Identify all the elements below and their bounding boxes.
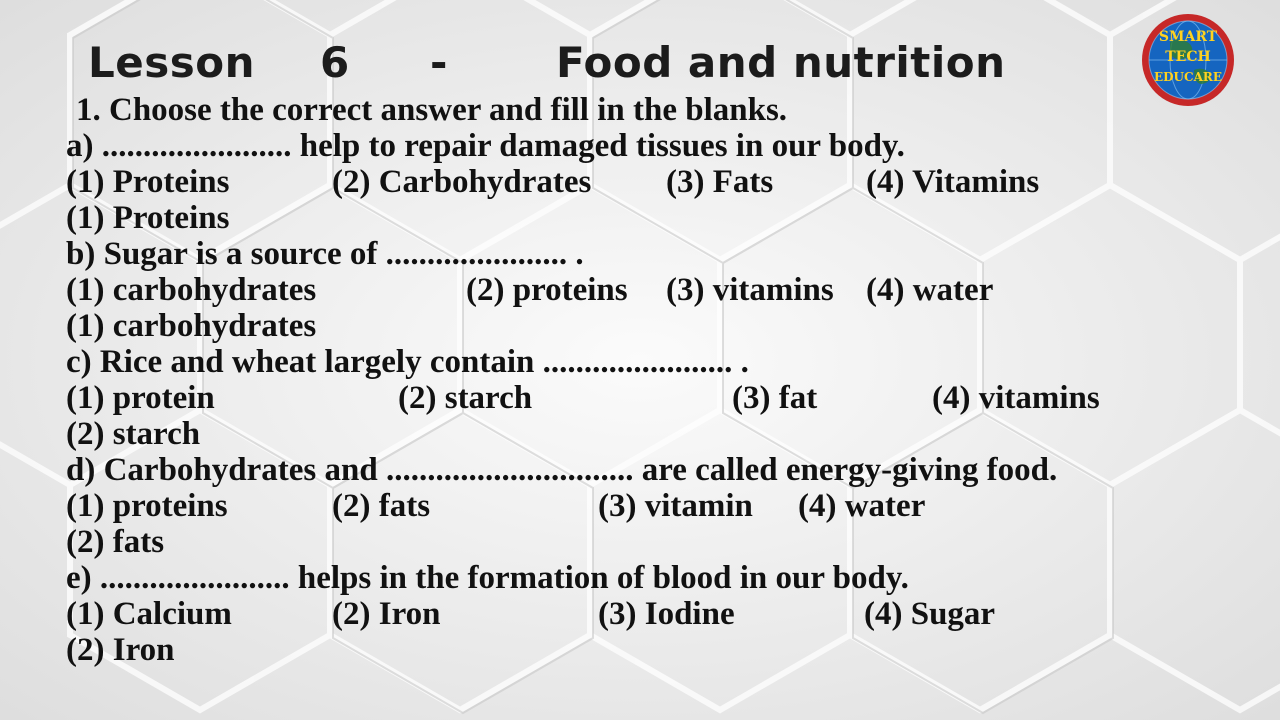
question-a-answer: (1) Proteins — [66, 200, 230, 236]
instruction: 1. Choose the correct answer and fill in the blanks. — [76, 92, 788, 128]
question-a-stem: a) ....................... help to repair damaged tissues in our body. — [66, 128, 905, 164]
question-e-option-2: (2) Iron — [332, 596, 441, 632]
question-b-option-1: (1) carbohydrates — [66, 272, 317, 308]
question-b-stem: b) Sugar is a source of ...................... . — [66, 236, 584, 272]
question-e-stem: e) ....................... helps in the formation of blood in our body. — [66, 560, 909, 596]
question-a-option-3: (3) Fats — [666, 164, 774, 200]
question-d-option-1: (1) proteins — [66, 488, 228, 524]
question-b-option-3: (3) vitamins — [666, 272, 834, 308]
lesson-label: Lesson — [88, 38, 256, 87]
question-c-stem: c) Rice and wheat largely contain ....................... . — [66, 344, 749, 380]
title-separator: - — [430, 38, 448, 87]
question-a-option-4: (4) Vitamins — [866, 164, 1040, 200]
logo-line-1: SMART — [1158, 29, 1218, 45]
smart-tech-educare-logo — [1140, 12, 1236, 108]
lesson-number: 6 — [320, 38, 350, 87]
question-e-option-3: (3) Iodine — [598, 596, 735, 632]
lesson-title: Food and nutrition — [556, 38, 1006, 87]
logo-line-3: EDUCARE — [1154, 70, 1222, 84]
question-d-stem: d) Carbohydrates and .............................. are called energy-giving food. — [66, 452, 1058, 488]
question-d-option-2: (2) fats — [332, 488, 431, 524]
question-e-option-1: (1) Calcium — [66, 596, 232, 632]
question-b-answer: (1) carbohydrates — [66, 308, 317, 344]
question-c-option-2: (2) starch — [398, 380, 533, 416]
question-d-option-3: (3) vitamin — [598, 488, 753, 524]
question-c-option-4: (4) vitamins — [932, 380, 1100, 416]
logo-line-2: TECH — [1165, 49, 1211, 65]
question-c-answer: (2) starch — [66, 416, 201, 452]
question-c-option-3: (3) fat — [732, 380, 818, 416]
question-b-option-2: (2) proteins — [466, 272, 628, 308]
question-a-option-1: (1) Proteins — [66, 164, 230, 200]
question-d-answer: (2) fats — [66, 524, 165, 560]
question-e-option-4: (4) Sugar — [864, 596, 996, 632]
question-e-answer: (2) Iron — [66, 632, 175, 668]
question-a-option-2: (2) Carbohydrates — [332, 164, 592, 200]
question-b-option-4: (4) water — [866, 272, 994, 308]
question-d-option-4: (4) water — [798, 488, 926, 524]
question-c-option-1: (1) protein — [66, 380, 215, 416]
